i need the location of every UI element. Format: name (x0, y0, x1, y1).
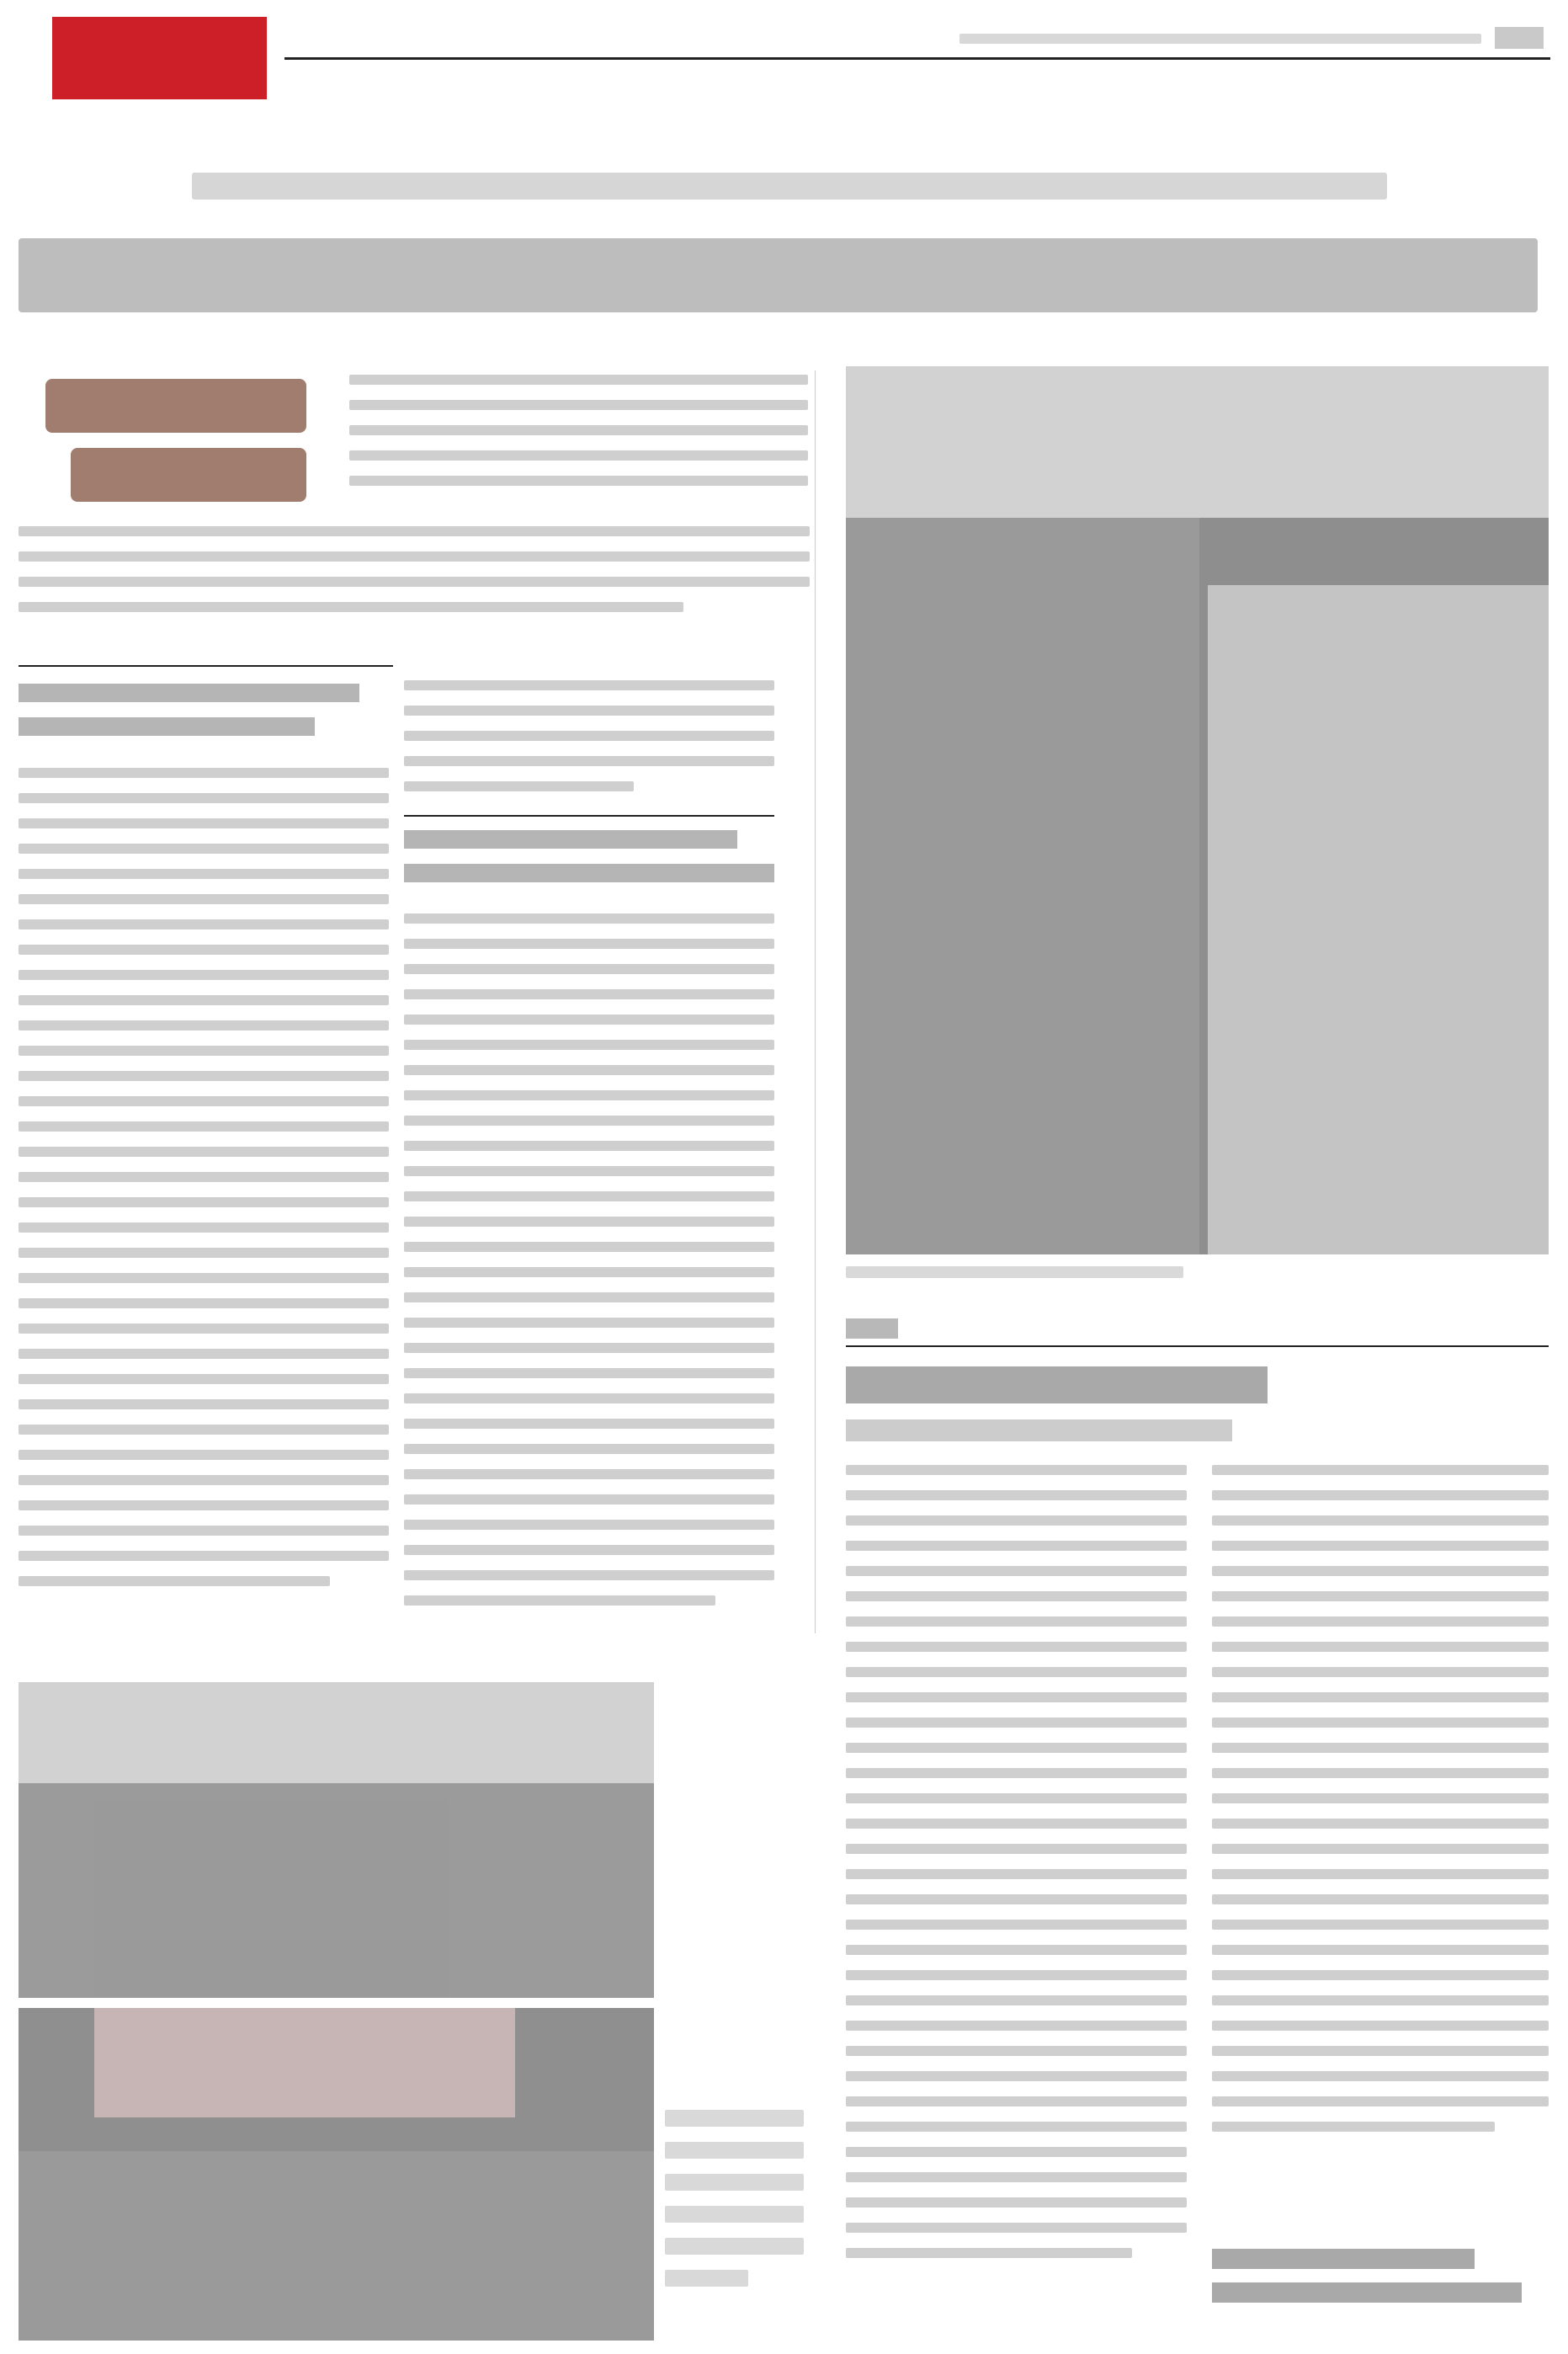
headline-kicker (192, 156, 1387, 215)
byline (1212, 2244, 1549, 2311)
intro-paragraph-cont (19, 526, 810, 640)
chef-photo (846, 366, 1549, 1254)
column-separator (815, 370, 816, 1633)
headline-main (19, 223, 1538, 328)
chef-photo-caption (846, 1260, 1549, 1288)
masthead-rule (284, 57, 1550, 60)
section-2-subhead (404, 827, 774, 890)
intro-paragraph (349, 375, 808, 522)
masthead-info-line (959, 25, 1481, 54)
divider (19, 665, 393, 667)
observation-title (846, 1360, 1549, 1410)
observation-body-right (1212, 1465, 1549, 2189)
crowd-photo-caption (665, 2105, 804, 2315)
section-label-box (52, 17, 267, 99)
crowd-photo-top (19, 1682, 654, 1998)
crowd-photo-bottom (19, 2008, 654, 2341)
observation-body-left (846, 1465, 1187, 2307)
observation-label (846, 1313, 1549, 1345)
divider (404, 815, 774, 817)
observation-rule (846, 1345, 1549, 1347)
middle-column-body (404, 913, 774, 1633)
middle-column-body-top (404, 680, 774, 802)
section-1-subhead (19, 680, 389, 743)
left-column-body (19, 768, 389, 1618)
observation-subtitle (846, 1413, 1549, 1446)
page-number (1491, 19, 1550, 56)
column-logo (20, 370, 323, 518)
